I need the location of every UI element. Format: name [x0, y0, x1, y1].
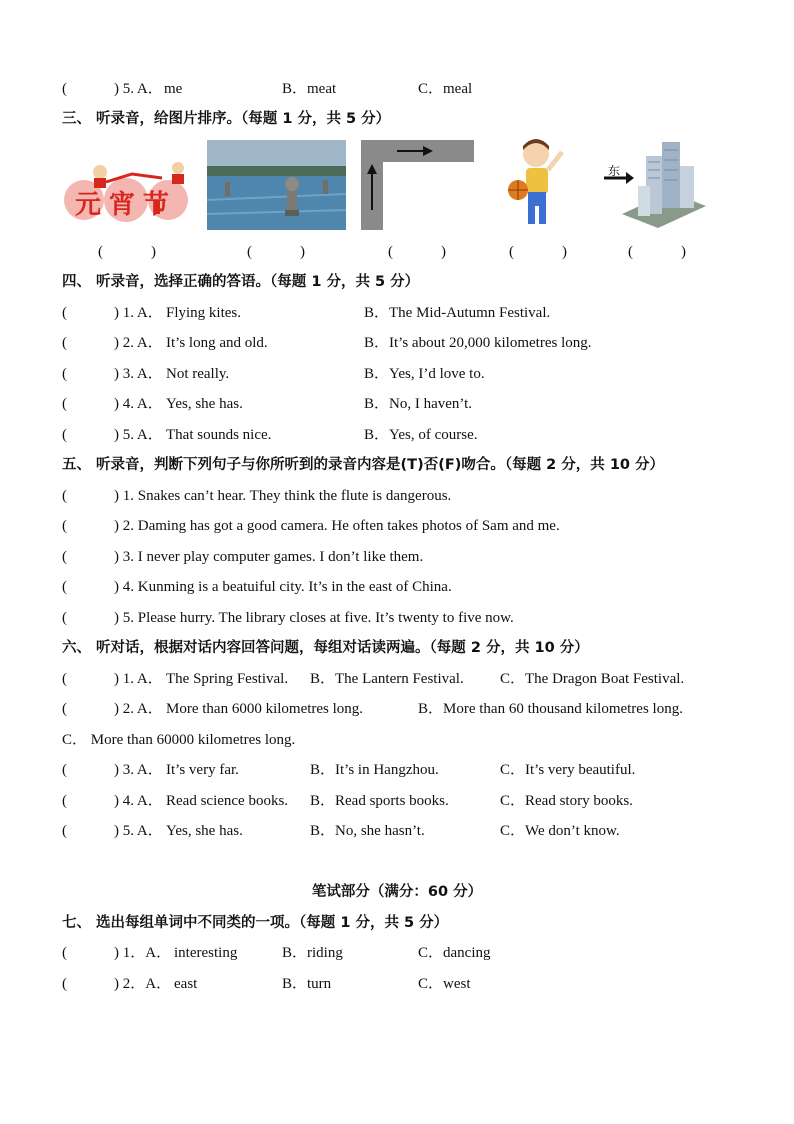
pic2-open: (: [247, 244, 252, 260]
section-7-title: 七、 选出每组单词中不同类的一项。（每题 1 分，共 5 分）: [62, 915, 449, 931]
option-a: More than 6000 kilometres long.: [166, 701, 364, 717]
option-b: B．The Lantern Festival.: [310, 671, 464, 687]
section-6-title: 六、 听对话，根据对话内容回答问题，每组对话读两遍。（每题 2 分，共 10 分）: [62, 640, 589, 656]
pic4-open: (: [509, 244, 514, 260]
option-b: B．turn: [282, 976, 332, 992]
statement-text: ) 5. Please hurry. The library closes at five. It’s twenty to five now.: [114, 610, 514, 626]
answer-blank-open: (: [62, 518, 67, 534]
pic1-open: (: [98, 244, 103, 260]
pic4-close: ): [562, 244, 567, 260]
option-c: C．west: [418, 976, 471, 992]
answer-blank-open: (: [62, 335, 67, 351]
option-a: east: [174, 976, 198, 992]
question-number: ) 1. A．: [114, 671, 163, 687]
option-c: C．We don’t know.: [500, 823, 620, 839]
option-c: C．dancing: [418, 945, 491, 961]
west-lake-picture: [207, 140, 346, 230]
answer-blank-open: (: [62, 762, 67, 778]
question-number: ) 1．A．: [114, 945, 172, 961]
statement-text: ) 3. I never play computer games. I don’t like them.: [114, 549, 424, 565]
answer-blank-open: (: [62, 610, 67, 626]
question-number: ) 2. A．: [114, 335, 163, 351]
option-a: Yes, she has.: [166, 396, 243, 412]
option-a: The Spring Festival.: [166, 671, 289, 687]
option-c: C．meal: [418, 81, 473, 97]
option-c: C．It’s very beautiful.: [500, 762, 636, 778]
section-3-title: 三、 听录音，给图片排序。（每题 1 分，共 5 分）: [62, 111, 391, 127]
option-a: me: [164, 81, 183, 97]
question-number: ) 5. A．: [114, 427, 163, 443]
option-b: B．Yes, of course.: [364, 427, 478, 443]
answer-blank-open: (: [62, 823, 67, 839]
option-a: Yes, she has.: [166, 823, 243, 839]
statement-text: ) 4. Kunming is a beatuiful city. It’s in the east of China.: [114, 579, 452, 595]
answer-blank-open: (: [62, 793, 67, 809]
option-a: It’s very far.: [166, 762, 239, 778]
answer-blank-open: (: [62, 976, 67, 992]
option-b: B．More than 60 thousand kilometres long.: [418, 701, 683, 717]
pic3-close: ): [441, 244, 446, 260]
section-5-title: 五、 听录音，判断下列句子与你所听到的录音内容是(T)否(F)吻合。（每题 2 分，共 10 分）: [62, 457, 665, 473]
option-a: That sounds nice.: [166, 427, 272, 443]
answer-blank-open: (: [62, 488, 67, 504]
option-c: C． More than 60000 kilometres long.: [62, 732, 296, 748]
option-a: interesting: [174, 945, 238, 961]
option-a: Read science books.: [166, 793, 289, 809]
answer-blank-open: (: [62, 305, 67, 321]
answer-blank-open: (: [62, 549, 67, 565]
option-c: C．The Dragon Boat Festival.: [500, 671, 685, 687]
boy-basketball-picture: [506, 138, 570, 232]
east-label: 东: [608, 164, 621, 178]
option-b: B．It’s about 20,000 kilometres long.: [364, 335, 592, 351]
question-number: ) 3. A．: [114, 366, 163, 382]
answer-blank-open: (: [62, 366, 67, 382]
option-b: B．meat: [282, 81, 337, 97]
written-part-title: 笔试部分（满分：60 分）: [311, 884, 483, 900]
option-c: C．Read story books.: [500, 793, 633, 809]
question-number: ) 2．A．: [114, 976, 172, 992]
option-b: B．No, she hasn’t.: [310, 823, 425, 839]
option-a: Flying kites.: [166, 305, 242, 321]
question-number: ) 5. A．: [114, 823, 163, 839]
answer-blank-open: (: [62, 81, 67, 97]
option-b: B．No, I haven’t.: [364, 396, 473, 412]
turn-right-picture: [361, 140, 474, 230]
pic2-close: ): [300, 244, 305, 260]
option-a: It’s long and old.: [166, 335, 268, 351]
question-number: ) 2. A．: [114, 701, 163, 717]
question-number: ) 4. A．: [114, 793, 163, 809]
answer-blank-open: (: [62, 945, 67, 961]
option-b: B．riding: [282, 945, 343, 961]
answer-blank-open: (: [62, 671, 67, 687]
question-number: ) 5. A．: [114, 81, 163, 97]
question-number: ) 1. A．: [114, 305, 163, 321]
option-b: B．Yes, I’d love to.: [364, 366, 485, 382]
east-city-picture: [602, 136, 708, 232]
option-a: Not really.: [166, 366, 230, 382]
statement-text: ) 2. Daming has got a good camera. He often takes photos of Sam and me.: [114, 518, 560, 534]
pic1-close: ): [151, 244, 156, 260]
answer-blank-open: (: [62, 396, 67, 412]
option-b: B．It’s in Hangzhou.: [310, 762, 439, 778]
answer-blank-open: (: [62, 701, 67, 717]
pic5-open: (: [628, 244, 633, 260]
answer-blank-open: (: [62, 579, 67, 595]
option-b: B．Read sports books.: [310, 793, 449, 809]
statement-text: ) 1. Snakes can’t hear. They think the flute is dangerous.: [114, 488, 452, 504]
option-b: B．The Mid-Autumn Festival.: [364, 305, 551, 321]
question-number: ) 3. A．: [114, 762, 163, 778]
question-number: ) 4. A．: [114, 396, 163, 412]
pic5-close: ): [681, 244, 686, 260]
pic3-open: (: [388, 244, 393, 260]
lantern-festival-text: 元宵节: [74, 190, 177, 220]
section-4-title: 四、 听录音，选择正确的答语。（每题 1 分，共 5 分）: [62, 274, 420, 290]
answer-blank-open: (: [62, 427, 67, 443]
lantern-festival-picture: [62, 158, 190, 228]
